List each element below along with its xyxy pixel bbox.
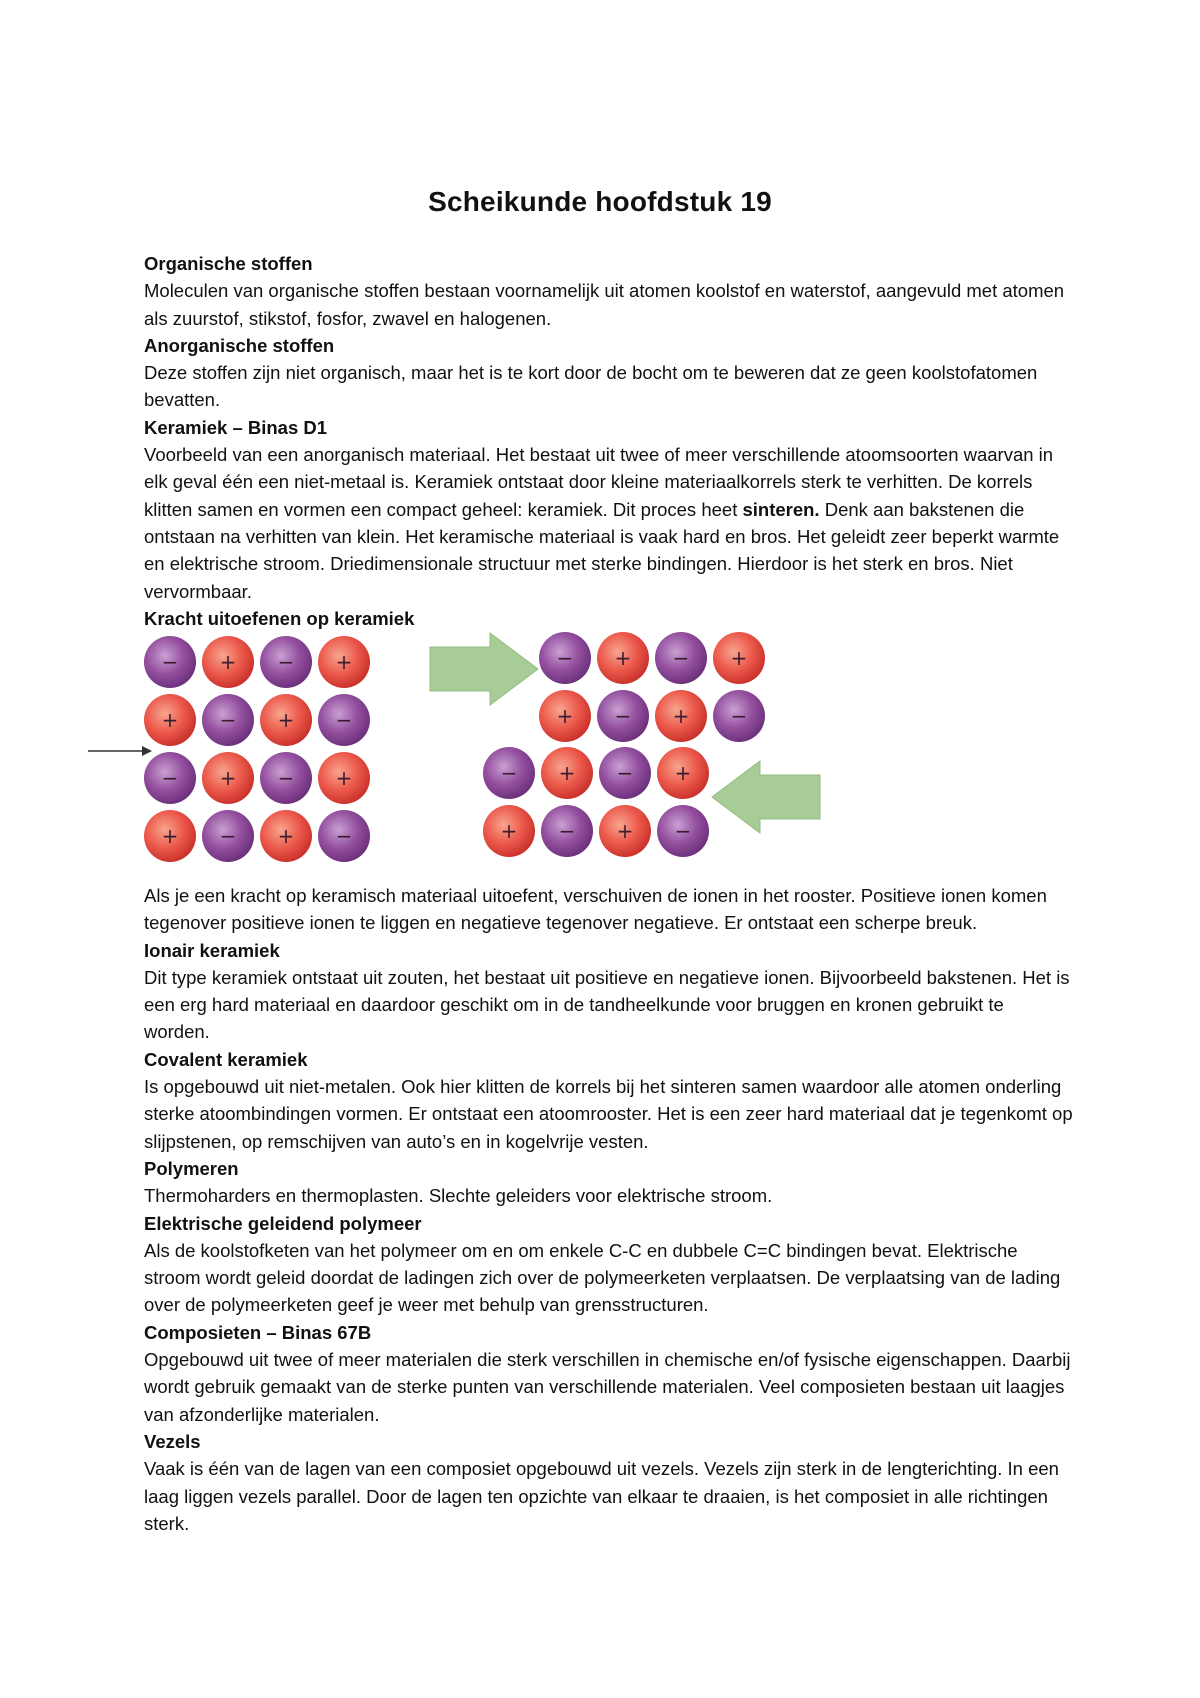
section-body: Moleculen van organische stoffen bestaan voornamelijk uit atomen koolstof en waterstof, aangevuld met atomen als zuurstof, stikstof, fosfor, zwavel en halogenen. [144, 280, 1065, 329]
ion-charge-label: + [672, 704, 690, 728]
ion-charge-label: + [500, 819, 518, 843]
ion-charge-label: − [616, 761, 634, 785]
section-heading: Ionair keramiek [144, 939, 280, 961]
bold-term: sinteren. [742, 498, 820, 520]
section-heading: Elektrische geleidend polymeer [144, 1212, 422, 1234]
section-heading: Covalent keramiek [144, 1048, 308, 1070]
body-text: Denk aan bakstenen die ontstaan na verhitten van klein. Het keramische materiaal is vaak hard en bros. Het geleidt zeer beperkt warmte en elektrische stroom. Driedimensionale structuur met sterke bindingen. Hierdoor is het sterk en bros. Niet vervormbaar. [144, 498, 1060, 602]
ion-charge-label: + [335, 650, 353, 674]
green-arrow-left [712, 761, 820, 833]
ion-charge-label: − [672, 646, 690, 670]
ion-lattice-diagram [80, 625, 840, 870]
text-block-top [144, 250, 1074, 632]
section-body: Thermoharders en thermoplasten. Slechte geleiders voor elektrische stroom. [144, 1185, 773, 1207]
ion-charge-label: + [277, 708, 295, 732]
section-body-keramiek [144, 441, 1074, 605]
ion-charge-label: + [219, 766, 237, 790]
ion-charge-label: + [556, 704, 574, 728]
ion-charge-label: − [558, 819, 576, 843]
ion-charge-label: − [674, 819, 692, 843]
ion-charge-label: + [558, 761, 576, 785]
ion-charge-label: − [277, 650, 295, 674]
ion-charge-label: − [335, 708, 353, 732]
section-heading: Organische stoffen [144, 253, 313, 274]
ion-charge-label: + [614, 646, 632, 670]
section-body: Dit type keramiek ontstaat uit zouten, het bestaat uit positieve en negatieve ionen. Bijvoorbeeld bakstenen. Het is een erg hard materiaal en daardoor geschikt om in de tandheelkunde voor bruggen en kronen gebruikt te worden. [144, 966, 1070, 1043]
ion-charge-label: − [730, 704, 748, 728]
text-block-bottom [144, 882, 1074, 1537]
section-heading: Keramiek – Binas D1 [144, 416, 328, 438]
section-body: Opgebouwd uit twee of meer materialen die sterk verschillen in chemische en/of fysische eigenschappen. Daarbij wordt gebruik gemaakt van de sterke punten van verschillende materialen. Veel composieten bestaan uit laagjes van afzonderlijke materialen. [144, 1349, 1071, 1425]
ion-charge-label: + [277, 824, 295, 848]
ion-charge-label: − [614, 704, 632, 728]
ion-charge-label: − [556, 646, 574, 670]
ion-charge-label: − [277, 766, 295, 790]
section-heading: Composieten – Binas 67B [144, 1321, 372, 1343]
ion-charge-label: + [730, 646, 748, 670]
section-heading: Vezels [144, 1430, 201, 1452]
force-arrow-head [142, 746, 152, 756]
section-body: Deze stoffen zijn niet organisch, maar het is te kort door de bocht om te beweren dat ze geen koolstofatomen bevatten. [144, 362, 1038, 411]
green-arrow-right [430, 633, 538, 705]
ceramic-force-figure [80, 625, 840, 870]
ion-charge-label: + [161, 824, 179, 848]
ion-charge-label: + [219, 650, 237, 674]
section-heading: Polymeren [144, 1157, 239, 1179]
ion-charge-label: + [335, 766, 353, 790]
ion-charge-label: + [616, 819, 634, 843]
ion-charge-label: − [335, 824, 353, 848]
body-text: Voorbeeld van een anorganisch materiaal. Het bestaat uit twee of meer verschillende atoomsoorten waarvan in elk geval één een niet-metaal is. Keramiek ontstaat door kleine materiaalkorrels sterk te verhitten. De korrels klitten samen en vormen een compact geheel: keramiek. Dit proces heet [144, 444, 1054, 520]
ion-charge-label: − [500, 761, 518, 785]
section-body: Is opgebouwd uit niet-metalen. Ook hier klitten de korrels bij het sinteren samen waardoor alle atomen onderling sterke atoombindingen vormen. Er ontstaat een atoomrooster. Het is een zeer hard materiaal dat je tegenkomt op slijpstenen, op remschijven van auto’s en in kogelvrije vesten. [144, 1076, 1073, 1152]
section-body: Als de koolstofketen van het polymeer om en om enkele C-C en dubbele C=C bindingen bevat. Elektrische stroom wordt geleid doordat de ladingen zich over de polymeerketen verplaatsen. De verplaatsing van de lading over de polymeerketen geef je weer met behulp van grensstructuren. [144, 1239, 1061, 1316]
ion-charge-label: − [161, 766, 179, 790]
ion-charge-label: − [161, 650, 179, 674]
section-heading: Kracht uitoefenen op keramiek [144, 607, 415, 629]
section-body: Als je een kracht op keramisch materiaal uitoefent, verschuiven de ionen in het rooster. Positieve ionen komen tegenover positieve ionen te liggen en negatieve tegenover negatieve. Er ontstaat een scherpe breuk. [144, 885, 1047, 934]
section-heading: Anorganische stoffen [144, 334, 335, 356]
ion-charge-label: + [674, 761, 692, 785]
ion-charge-label: − [219, 708, 237, 732]
ion-charge-label: − [219, 824, 237, 848]
page-title: Scheikunde hoofdstuk 19 [428, 186, 772, 217]
section-body: Vaak is één van de lagen van een composiet opgebouwd uit vezels. Vezels zijn sterk in de lengterichting. In een laag liggen vezels parallel. Door de lagen ten opzichte van elkaar te draaien, is het composiet in alle richtingen sterk. [144, 1458, 1059, 1534]
ion-charge-label: + [161, 708, 179, 732]
